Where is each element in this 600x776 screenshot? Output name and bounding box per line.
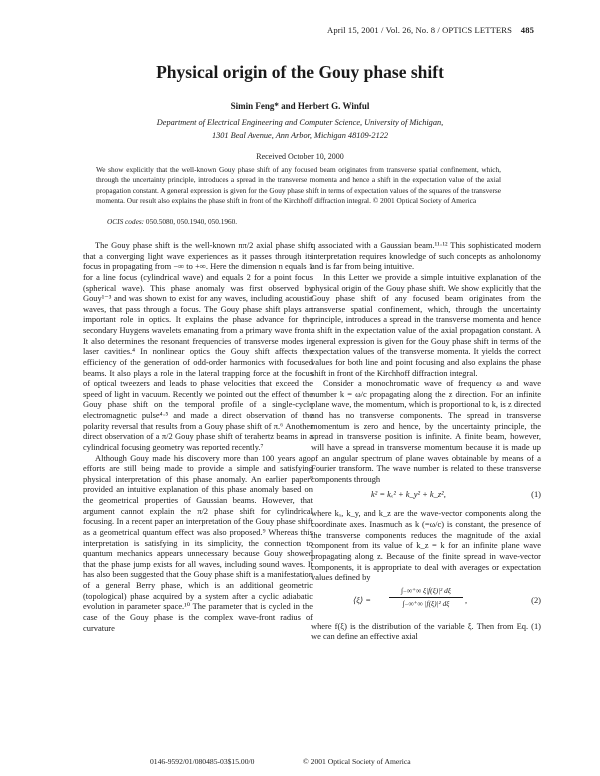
ocis-codes	[107, 217, 237, 226]
left-column	[83, 240, 313, 633]
equation-2-numerator: ∫₋∞⁺∞ ξ|f(ξ)|² dξ	[389, 586, 463, 599]
equation-2-number: (2)	[531, 594, 541, 605]
abstract: We show explicitly that the well-known Gouy phase shift of any focused beam originates from transverse spatial confinement, which, through the uncertainty principle, introduces a spread in the transverse momenta and hence a shift in the expectation value of the axial propagation constant. A general expression is given for the Gouy phase shift in terms of expectation values of the squares of the transverse momenta. Our result also explains the phase shift in front of the Kirchhoff diffraction integral. © 2001 Optical Society of America	[96, 165, 501, 206]
ocis-values: 050.5080, 050.1940, 050.1960.	[145, 217, 238, 226]
page-number: 485	[520, 25, 534, 35]
right-paragraph-4: where kₓ, k_y, and k_z are the wave-vector components along the coordinate axes. Inasmuch as k (=ω/c) is constant, the presence of the transverse components reduces the magnitude of the axial component from its value of k_z = k for an infinite plane wave propagating along z. Because of the finite spread in wave-vector components, it is appropriate to deal with averages or expectation values defined by	[311, 508, 541, 583]
equation-1-expression: k² = kₓ² + k_y² + k_z²,	[371, 489, 446, 500]
copyright: © 2001 Optical Society of America	[303, 757, 411, 766]
article-code: 0146-9592/01/080485-03$15.00/0	[150, 757, 255, 766]
journal-line: April 15, 2001 / Vol. 26, No. 8 / OPTICS LETTERS	[327, 25, 512, 35]
ocis-label: OCIS codes:	[107, 217, 145, 226]
left-paragraph-2: Although Gouy made his discovery more than 100 years ago, efforts are still being made to provide a simple and satisfying physical interpretation of this phase anomaly. An earlier paper⁸ provided an intuitive explanation of this phase anomaly based on the geometrical properties of Gaussian beams. However, that argument cannot explain the π/2 phase shift for cylindrical focusing. In a recent paper an interpretation of the Gouy phase shift as a geometrical quantum effect was also proposed.⁹ Whereas this interpretation is satisfying in its simplicity, the connection to quantum mechanics appears unnecessary because Gouy showed that the phase jump exists for all waves, including sound waves. It has also been suggested that the Gouy phase shift is a manifestation of a general Berry phase, which is an additional geometric (topological) phase acquired by a system after a cyclic adiabatic evolution in parameter space.¹⁰ The parameter that is cycled in the case of the Gouy phase is the complex wave-front radius of curvature	[83, 452, 313, 633]
equation-2-denominator: ∫₋∞⁺∞ |f(ξ)|² dξ	[402, 599, 450, 609]
affiliation-line-1: Department of Electrical Engineering and Computer Science, University of Michigan,	[156, 118, 444, 127]
right-paragraph-5: where f(ξ) is the distribution of the variable ξ. Then from Eq. (1) we can define an effective axial	[311, 620, 541, 642]
right-column	[311, 240, 541, 642]
equation-2-comma: ,	[465, 594, 468, 605]
equation-2-lhs: ⟨ξ⟩ =	[353, 594, 371, 605]
equation-1-number: (1)	[531, 489, 541, 500]
affiliation-line-2: 1301 Beal Avenue, Ann Arbor, Michigan 48109-2122	[211, 130, 389, 140]
equation-2	[311, 586, 541, 616]
received-date: Received October 10, 2000	[256, 152, 344, 161]
right-paragraph-2: In this Letter we provide a simple intuitive explanation of the physical origin of the Gouy phase shift. We show explicitly that the Gouy phase shift of any focused beam originates from the transverse spatial confinement, which, through the uncertainty principle, introduces a spread in the transverse momenta and hence a shift in the expectation value of the axial propagation constant. A general expression is given for the Gouy phase shift in terms of the expectation values of the transverse momenta. It yields the correct values for both line and point focusing and also explains the phase shift in front of the Kirchhoff diffraction integral.	[311, 271, 541, 378]
running-header	[0, 25, 600, 39]
authors: Simin Feng* and Herbert G. Winful	[230, 101, 370, 111]
paper-title: Physical origin of the Gouy phase shift	[156, 62, 444, 82]
left-paragraph-1: The Gouy phase shift is the well-known nπ/2 axial phase shift that a converging light wave experiences as it passes through its focus in propagating from −∞ to +∞. Here the dimension n equals 1 for a line focus (cylindrical wave) and equals 2 for a point focus (spherical wave). This phase anomaly was first observed by Gouy¹⁻³ and was shown to exist for any waves, including acoustic waves, that pass through a focus. The Gouy phase shift plays an important role in optics. It explains the phase advance for the secondary Huygens wavelets emanating from a primary wave front. It also determines the resonant frequencies of transverse modes in laser cavities.⁴ In nonlinear optics the Gouy shift affects the efficiency of the generation of odd-order harmonics with focused beams. It also plays a role in the lateral trapping force at the focus of optical tweezers and leads to phase velocities that exceed the speed of light in vacuum. Recently we pointed out the effect of the Gouy phase shift on the temporal profile of a single-cycle electromagnetic pulse⁴·⁵ and made a direct observation of the polarity reversal that results from a Gouy phase shift of π.⁶ Another direct observation of a π/2 Gouy phase shift of terahertz beams in a cylindrical focusing geometry was reported recently.⁷	[83, 240, 313, 452]
affiliation	[0, 117, 600, 142]
right-paragraph-3: Consider a monochromatic wave of frequency ω and wave number k = ω/c propagating along the z direction. For an infinite plane wave, the momentum, which is proportional to k, is z directed and has no transverse components. The spread in transverse momentum is zero and hence, by the uncertainty principle, the spread in transverse position is infinite. A finite beam, however, will have a spread in transverse momentum because it is made up of an angular spectrum of plane waves obtainable by means of a Fourier transform. The wave number is related to these transverse components through	[311, 378, 541, 484]
right-paragraph-1: q associated with a Gaussian beam.¹¹·¹² This sophisticated modern interpretation requires knowledge of such concepts as anholonomy and is far from being intuitive.	[311, 240, 541, 272]
equation-2-fraction	[389, 586, 463, 610]
equation-1	[311, 489, 541, 501]
